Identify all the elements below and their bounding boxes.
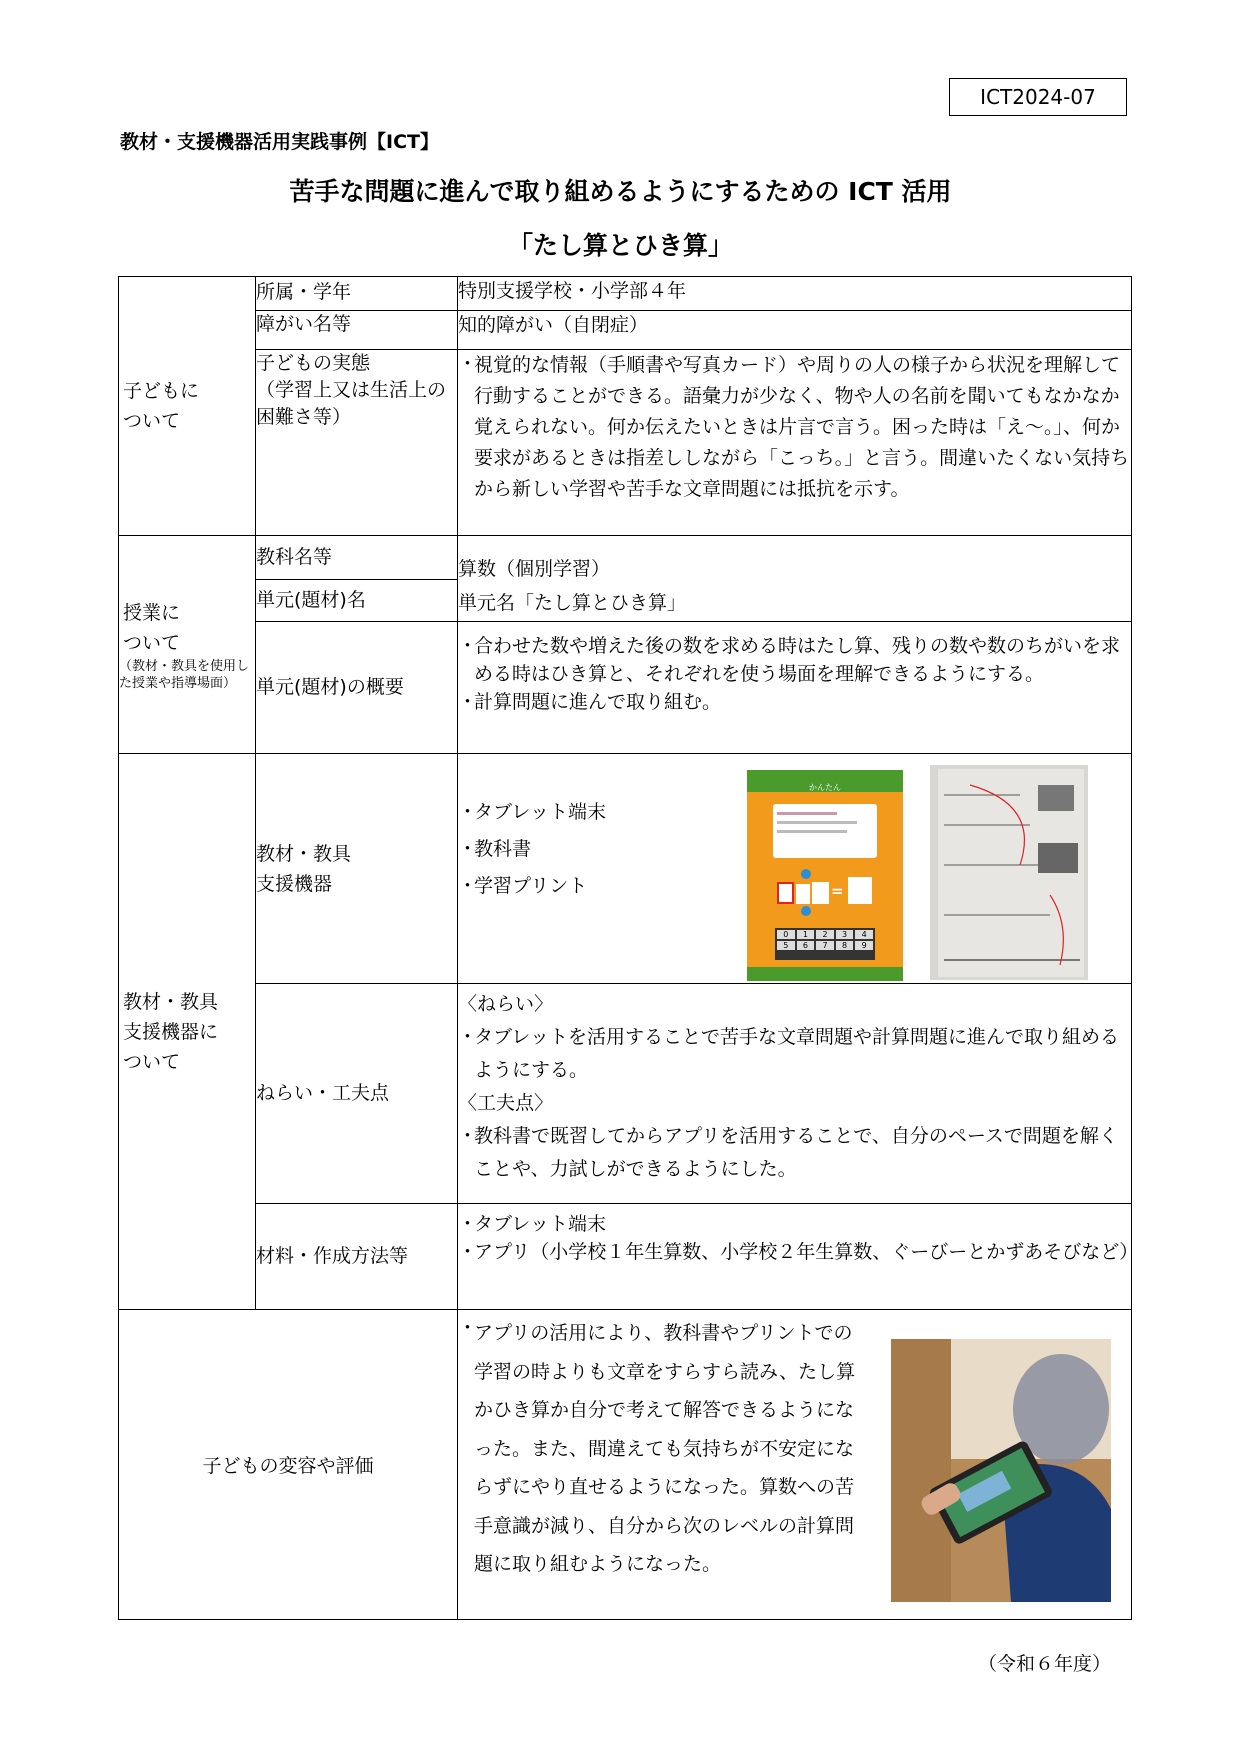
app-screenshot (747, 770, 903, 981)
method-item: ・ タブレット端末 (458, 1213, 607, 1235)
key: 9 (855, 941, 873, 950)
outline-item: ・ 合わせた数や増えた後の数を求める時はたし算、残りの数や数のちがいを求める時はひき算と、それぞれを使う場面を理解できるようにする。 (458, 635, 1121, 685)
key: 0 (777, 930, 795, 939)
child-section-label: 子どもに ついて (123, 380, 200, 432)
lesson-section-label: 授業に ついて (123, 601, 181, 654)
evaluation-text: ・ アプリの活用により、教科書やプリントでの学習の時よりも文章をすらすら読み、たし算かひき算か自分で考えて解答できるようになった。また、間違えても気持ちが不安定にならずにやり直せるようになった。算数への苦手意識が減り、自分から次のレベルの計算問題に取り組むようになった。 (458, 1317, 856, 1575)
page-subtitle: 「たし算とひき算」 (507, 231, 733, 260)
lesson-section-note: （教材・教具を使用した授業や指導場面） (119, 658, 250, 691)
affiliation-value: 特別支援学校・小学部４年 (458, 277, 1132, 311)
fiscal-year-note: （令和６年度） (978, 1653, 1112, 1675)
affiliation-label: 所属・学年 (256, 277, 458, 311)
aim-heading: 〈ねらい〉 (458, 993, 554, 1015)
document-code: ICT2024-07 (949, 78, 1127, 116)
point-item: ・ 教科書で既習してからアプリを活用することで、自分のペースで問題を解くことや、力試しができるようにした。 (458, 1125, 1118, 1180)
category-label: 教材・支援機器活用実践事例【ICT】 (120, 131, 439, 153)
unit-label: 単元(題材)名 (256, 580, 458, 622)
disability-label: 障がい名等 (256, 311, 458, 350)
child-section-cell (119, 277, 256, 536)
child-tablet-photo-drawing (891, 1339, 1111, 1602)
key: 6 (797, 941, 815, 950)
situation-label: 子どもの実態 （学習上又は生活上の困難さ等） (256, 350, 458, 536)
outline-value (458, 622, 1132, 754)
evaluation-label: 子どもの変容や評価 (119, 1310, 458, 1620)
situation-value: ・ 視覚的な情報（手順書や写真カード）や周りの人の様子から状況を理解して行動することができる。語彙力が少なく、物や人の名前を聞いてもなかなか覚えられない。何か伝えたいときは片言で言う。困った時は「え～。」、何か要求があるときは指差ししながら「こっち。」と言う。間違いたくない気持ちから新しい学習や苦手な文章問題には抵抗を示す。 (458, 350, 1132, 536)
subject-unit-cell (458, 536, 1132, 622)
subject-label: 教科名等 (256, 536, 458, 580)
app-title: かんたん (809, 783, 841, 792)
key: 3 (836, 930, 854, 939)
materials-section-label: 教材・教具 支援機器に ついて (123, 990, 219, 1073)
disability-value: 知的障がい（自閉症） (458, 311, 1132, 350)
key: 2 (816, 930, 834, 939)
key: 5 (777, 941, 795, 950)
aim-label: ねらい・工夫点 (256, 984, 458, 1204)
method-item: ・ アプリ（小学校１年生算数、小学校２年生算数、ぐーびーとかずあそびなど） (458, 1241, 1139, 1263)
method-label: 材料・作成方法等 (256, 1204, 458, 1310)
key: 7 (816, 941, 834, 950)
tools-item: ・ 教科書 (458, 838, 532, 860)
page-title: 苦手な問題に進んで取り組めるようにするための ICT 活用 (289, 177, 952, 206)
worksheet-photo-drawing (930, 765, 1088, 980)
tools-item: ・ タブレット端末 (458, 801, 607, 823)
materials-section-cell (119, 754, 256, 1310)
worksheet-photo (930, 765, 1088, 980)
aim-item: ・ タブレットを活用することで苦手な文章問題や計算問題に進んで取り組めるようにする。 (458, 1026, 1120, 1081)
tools-item: ・ 学習プリント (458, 875, 588, 897)
key: 4 (855, 930, 873, 939)
lesson-section-cell (119, 536, 256, 754)
key: 1 (797, 930, 815, 939)
equals-sign: = (831, 882, 844, 900)
number-keypad (775, 928, 875, 960)
tools-label: 教材・教具 支援機器 (256, 754, 458, 984)
outline-item: ・ 計算問題に進んで取り組む。 (458, 691, 722, 713)
subject-value: 算数（個別学習） (458, 558, 611, 580)
key: 8 (836, 941, 854, 950)
aim-value (458, 984, 1132, 1204)
method-value (458, 1204, 1139, 1310)
unit-value: 単元名「たし算とひき算」 (458, 592, 687, 614)
child-tablet-photo (891, 1339, 1111, 1602)
outline-label: 単元(題材)の概要 (256, 622, 458, 754)
point-heading: 〈工夫点〉 (458, 1092, 554, 1114)
